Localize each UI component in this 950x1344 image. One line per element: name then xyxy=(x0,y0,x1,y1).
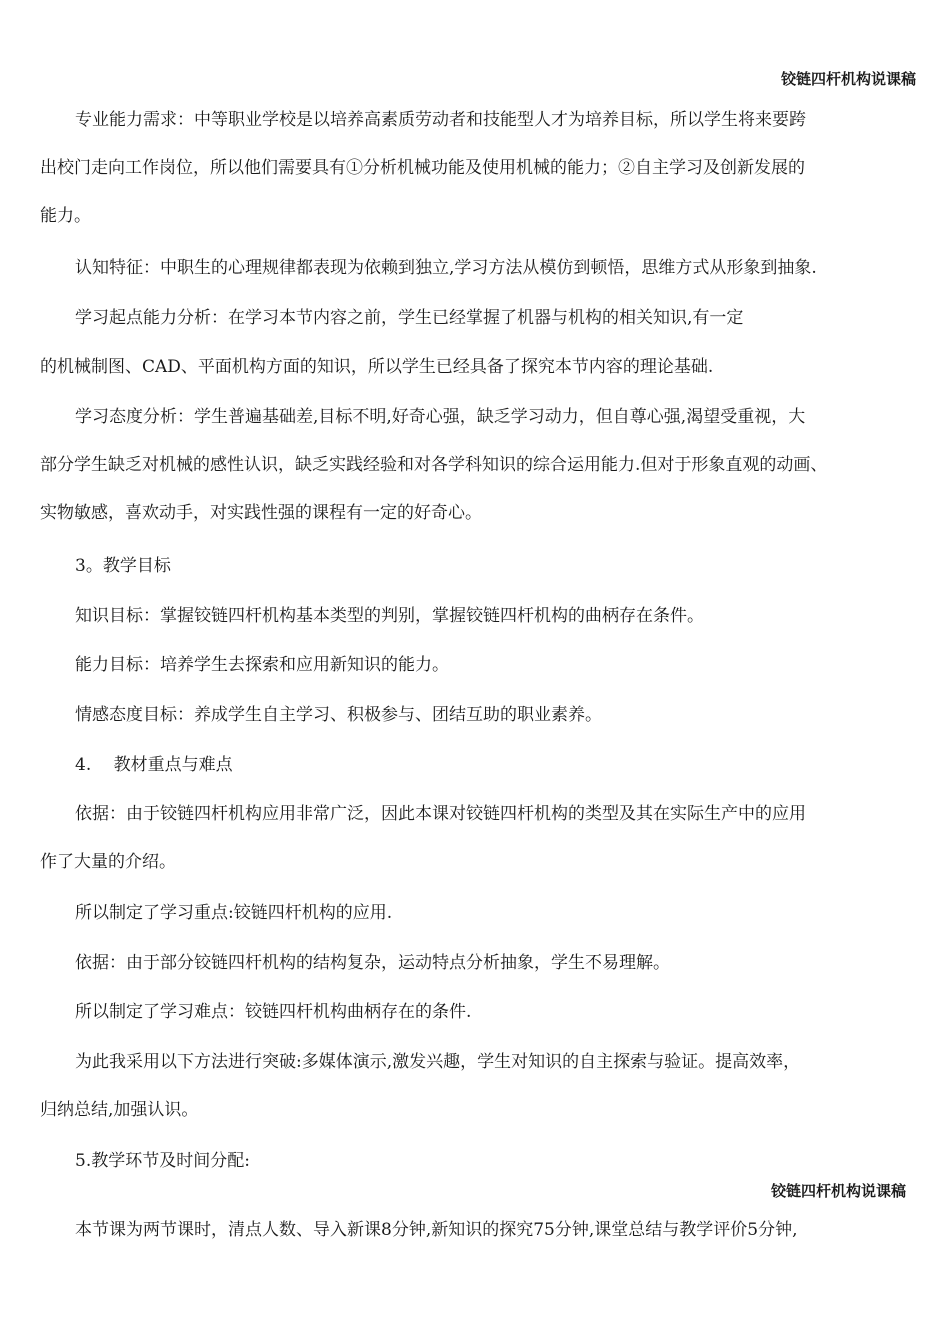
text-line: 情感态度目标：养成学生自主学习、积极参与、团结互助的职业素养。 xyxy=(75,705,602,725)
paragraph-basis-2 xyxy=(40,939,920,987)
paragraph-breakthrough-methods xyxy=(40,1038,920,1134)
text-line: 专业能力需求：中等职业学校是以培养高素质劳动者和技能型人才为培养目标，所以学生将来要跨 xyxy=(75,110,806,130)
text-line: 学习态度分析：学生普遍基础差,目标不明,好奇心强，缺乏学习动力，但自尊心强,渴望受重视，大 xyxy=(75,407,806,427)
paragraph-professional-needs xyxy=(40,96,920,240)
text-line: 所以制定了学习重点:铰链四杆机构的应用. xyxy=(75,903,393,923)
text-line: 能力。 xyxy=(40,206,91,226)
paragraph-knowledge-goal xyxy=(40,592,920,640)
text-line: 5.教学环节及时间分配: xyxy=(75,1151,250,1171)
running-header-top: 铰链四杆机构说课稿 xyxy=(780,70,916,88)
text-line: 3。教学目标 xyxy=(75,556,171,576)
section-heading-teaching-goals xyxy=(40,542,920,590)
text-line: 归纳总结,加强认识。 xyxy=(40,1100,199,1120)
paragraph-cognitive-features xyxy=(40,244,920,292)
paragraph-basis-1 xyxy=(40,790,920,886)
text-line: 本节课为两节课时，清点人数、导入新课8分钟,新知识的探究75分钟,课堂总结与教学评价5分钟, xyxy=(75,1220,798,1240)
paragraph-key-point xyxy=(40,889,920,937)
paragraph-starting-ability xyxy=(40,294,920,342)
text-line: 实物敏感，喜欢动手，对实践性强的课程有一定的好奇心。 xyxy=(40,503,482,523)
text-line: 能力目标：培养学生去探索和应用新知识的能力。 xyxy=(75,655,449,675)
text-line: 的机械制图、CAD、平面机构方面的知识，所以学生已经具备了探究本节内容的理论基础. xyxy=(40,357,714,377)
text-line: 为此我采用以下方法进行突破:多媒体演示,激发兴趣，学生对知识的自主探索与验证。提高效率， xyxy=(75,1052,801,1072)
text-line: 部分学生缺乏对机械的感性认识，缺乏实践经验和对各学科知识的综合运用能力.但对于形象直观的动画、 xyxy=(40,455,828,475)
text-line: 学习起点能力分析：在学习本节内容之前，学生已经掌握了机器与机构的相关知识,有一定 xyxy=(75,308,744,328)
text-line: 4. 教材重点与难点 xyxy=(75,755,233,775)
text-line: 知识目标：掌握铰链四杆机构基本类型的判别，掌握铰链四杆机构的曲柄存在条件。 xyxy=(75,606,704,626)
text-line: 认知特征：中职生的心理规律都表现为依赖到独立,学习方法从模仿到顿悟，思维方式从形象到抽象. xyxy=(75,258,817,278)
paragraph-attitude-goal xyxy=(40,691,920,739)
paragraph-difficult-point xyxy=(40,988,920,1036)
text-line: 出校门走向工作岗位，所以他们需要具有①分析机械功能及使用机械的能力；②自主学习及创新发展的 xyxy=(40,158,805,178)
text-line: 所以制定了学习难点：铰链四杆机构曲柄存在的条件. xyxy=(75,1002,472,1022)
running-header-mid: 铰链四杆机构说课稿 xyxy=(770,1182,906,1200)
paragraph-starting-ability-cont xyxy=(40,343,920,391)
paragraph-learning-attitude xyxy=(40,393,920,537)
paragraph-ability-goal xyxy=(40,641,920,689)
section-heading-key-points xyxy=(40,741,920,789)
section-heading-time-allocation xyxy=(40,1137,920,1185)
text-line: 依据：由于铰链四杆机构应用非常广泛，因此本课对铰链四杆机构的类型及其在实际生产中的应用 xyxy=(75,804,806,824)
text-line: 依据：由于部分铰链四杆机构的结构复杂，运动特点分析抽象，学生不易理解。 xyxy=(75,953,670,973)
text-line: 作了大量的介绍。 xyxy=(40,852,176,872)
paragraph-time-allocation xyxy=(40,1206,920,1254)
